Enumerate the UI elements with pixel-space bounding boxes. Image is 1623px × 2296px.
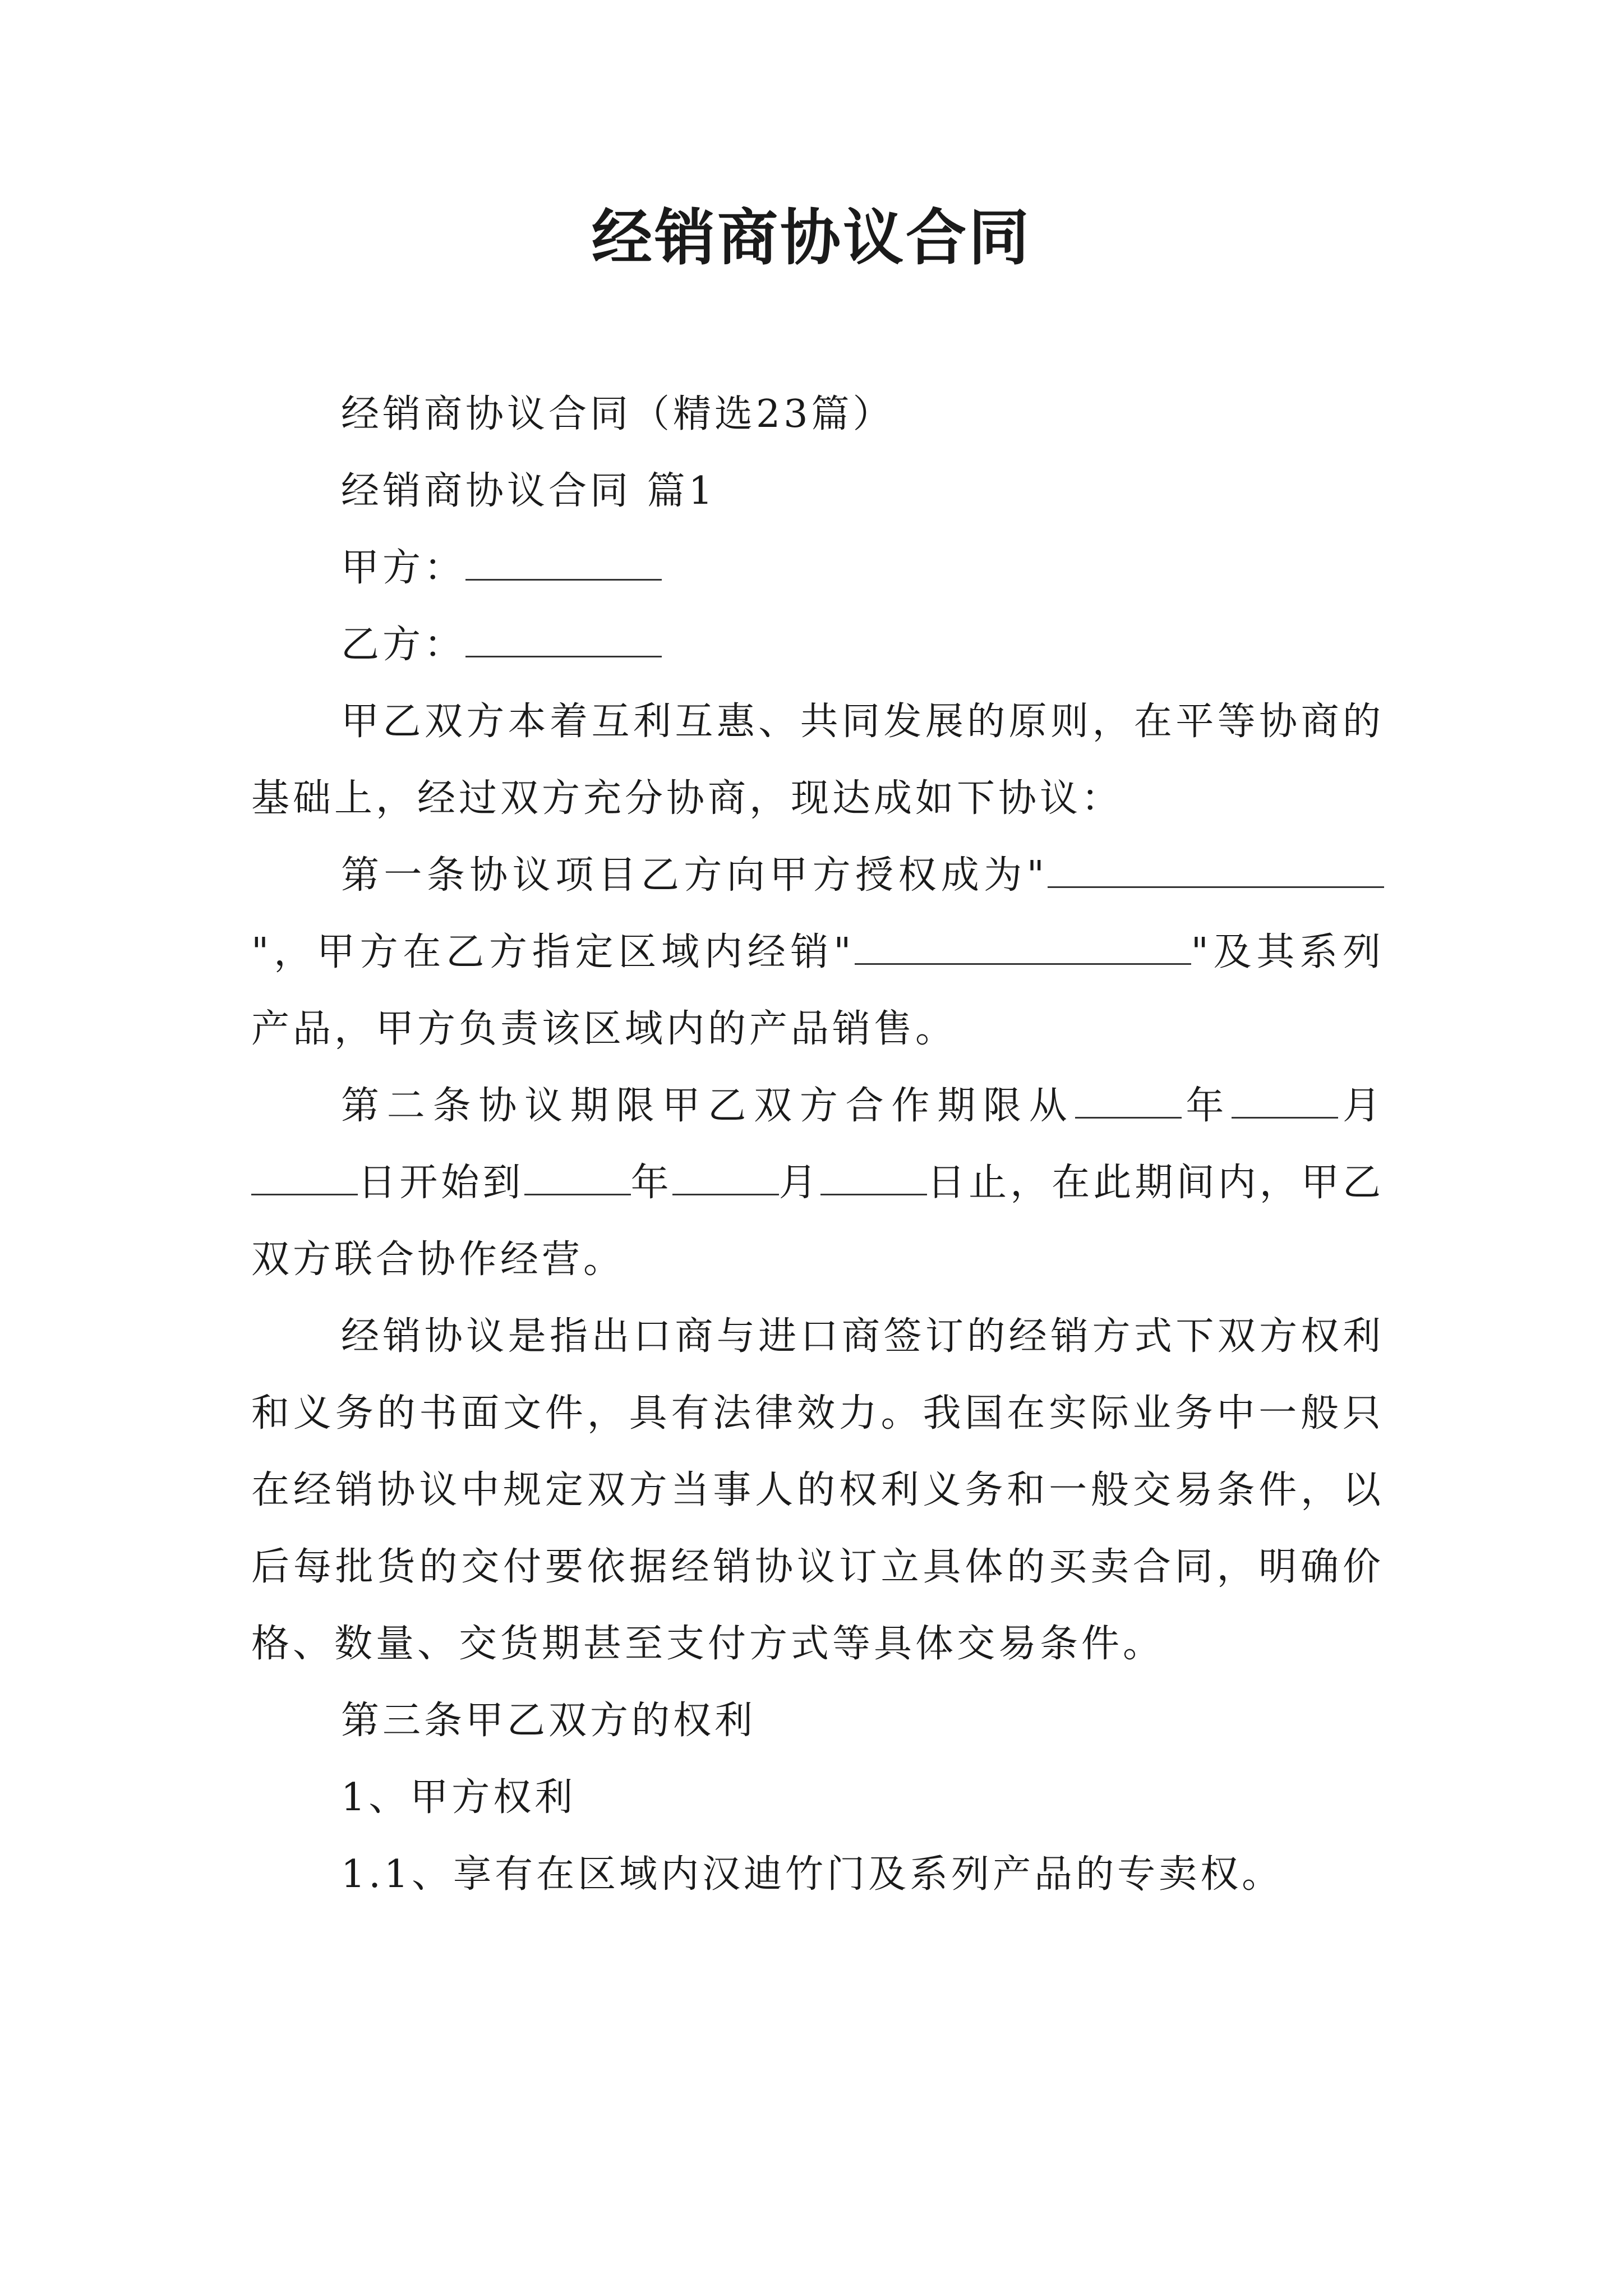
item-1-heading: 1、甲方权利 xyxy=(341,1775,577,1820)
party-b-line xyxy=(251,606,1384,683)
product-blank-2 xyxy=(855,929,1191,965)
party-a-line xyxy=(251,530,1384,606)
month-label-1: 月 xyxy=(1338,1084,1384,1128)
month-label-2: 月 xyxy=(778,1161,820,1205)
end-day-blank xyxy=(820,1159,927,1195)
quote-close-1: " xyxy=(251,930,273,974)
product-blank-1 xyxy=(1048,852,1384,888)
article-1 xyxy=(251,837,1384,1068)
document-body xyxy=(251,376,1384,1913)
article-2-text: 第二条协议期限甲乙双方合作期限从 xyxy=(341,1084,1075,1128)
intro-paragraph: 甲乙双方本着互利互惠、共同发展的原则，在平等协商的基础上，经过双方充分协商，现达成如下协议： xyxy=(251,700,1384,821)
year-label-2: 年 xyxy=(630,1161,672,1205)
party-b-blank xyxy=(465,622,662,657)
end-month-blank xyxy=(672,1159,779,1195)
start-month-blank xyxy=(1232,1083,1338,1119)
quote-close-2: " xyxy=(1191,930,1212,974)
article-2 xyxy=(251,1068,1384,1298)
year-label-1: 年 xyxy=(1181,1084,1232,1128)
subtitle: 经销商协议合同（精选23篇） xyxy=(341,392,895,436)
end-year-blank xyxy=(524,1159,631,1195)
party-a-label: 甲方： xyxy=(341,546,466,590)
article-1-text-2: ，甲方在乙方指定区域内经销 xyxy=(272,930,834,974)
item-1-1: 1.1、享有在区域内汉迪竹门及系列产品的专卖权。 xyxy=(341,1852,1284,1897)
day-start-label: 日开始到 xyxy=(358,1161,524,1205)
document-title: 经销商协议合同 xyxy=(591,203,1031,273)
quote-open-2: " xyxy=(833,930,855,974)
article-1-text-3: 及其系列产品，甲方负责该区域内的产品销售。 xyxy=(251,930,1384,1051)
party-b-label: 乙方： xyxy=(341,623,466,667)
party-a-blank xyxy=(465,545,662,581)
day-end-label: 日止，在此期间内，甲乙双方联合协作经营。 xyxy=(251,1161,1384,1282)
start-day-blank xyxy=(251,1159,358,1195)
quote-open-1: " xyxy=(1026,853,1048,898)
definition-paragraph: 经销协议是指出口商与进口商签订的经销方式下双方权利和义务的书面文件，具有法律效力。我国在实际业务中一般只在经销协议中规定双方当事人的权利义务和一般交易条件，以后每批货的交付要依据经销协议订立具体的买卖合同，明确价格、数量、交货期甚至支付方式等具体交易条件。 xyxy=(251,1314,1384,1666)
article-1-text-1: 第一条协议项目乙方向甲方授权成为 xyxy=(341,853,1027,898)
start-year-blank xyxy=(1075,1083,1182,1119)
section-heading: 经销商协议合同 篇1 xyxy=(341,469,716,513)
article-3-heading: 第三条甲乙双方的权利 xyxy=(341,1699,757,1743)
